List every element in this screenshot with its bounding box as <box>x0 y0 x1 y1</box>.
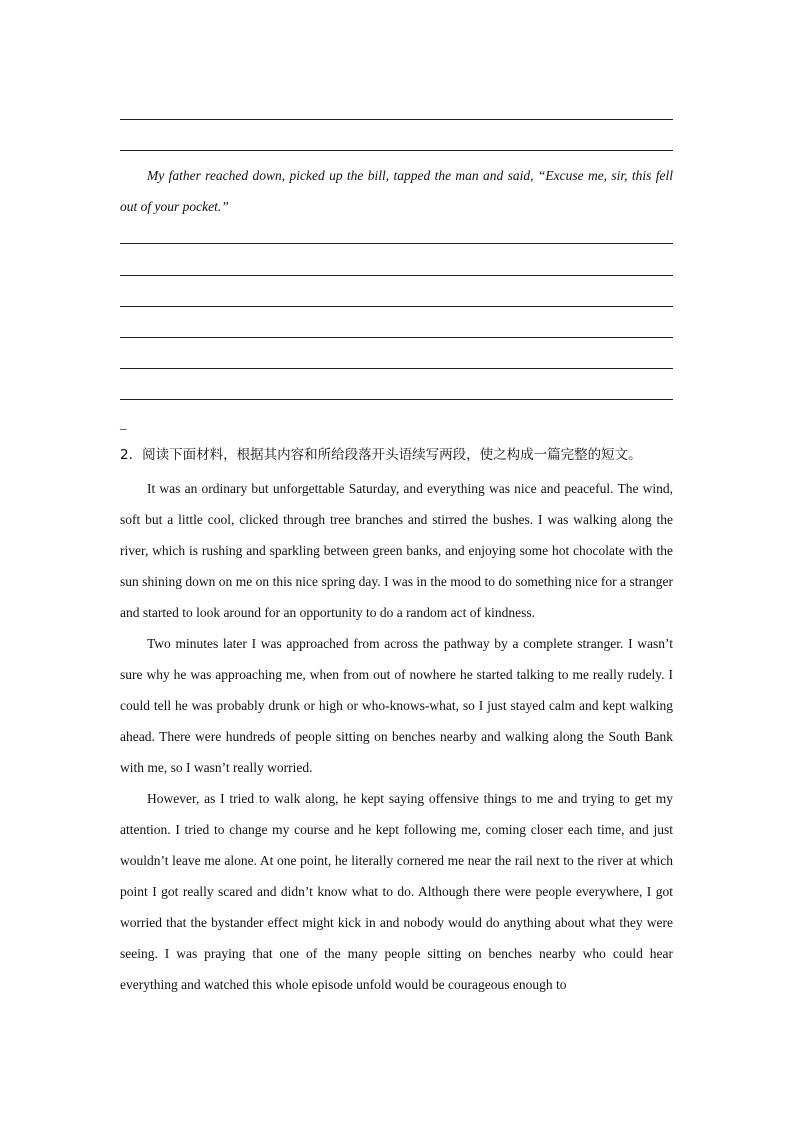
task-heading <box>120 441 680 469</box>
paragraph-opening-prompt: My father reached down, picked up the bill, tapped the man and said, “Excuse me, sir, this fell out of your pocket.” <box>120 168 673 214</box>
answer-line-5[interactable] <box>120 306 673 307</box>
answer-line-8[interactable] <box>120 399 673 400</box>
reading-passage <box>120 473 673 1000</box>
answer-line-6[interactable] <box>120 337 673 338</box>
passage-paragraph-1: It was an ordinary but unforgettable Saturday, and everything was nice and peaceful. The wind, soft but a little cool, clicked through tree branches and stirred the bushes. I was walking along the river, which is rushing and sparkling between green banks, and enjoying some hot chocolate with the sun shining down on me on this nice spring day. I was in the mood to do something nice for a stranger and started to look around for an opportunity to do a random act of kindness. <box>120 481 673 620</box>
passage-paragraph-3: However, as I tried to walk along, he kept saying offensive things to me and trying to get my attention. I tried to change my course and he kept following me, coming closer each time, and just wouldn’t leave me alone. At one point, he literally cornered me near the rail next to the river at which point I got really scared and didn’t know what to do. Although there were people everywhere, I got worried that the bystander effect might kick in and nobody would do anything about what they were seeing. I was praying that one of the many people sitting on benches nearby who could hear everything and watched this whole episode unfold would be courageous enough to <box>120 791 673 992</box>
task-instruction: 阅读下面材料，根据其内容和所给段落开头语续写两段，使之构成一篇完整的短文。 <box>142 447 642 463</box>
answer-line-3[interactable] <box>120 243 673 244</box>
answer-line-7[interactable] <box>120 368 673 369</box>
answer-line-1[interactable] <box>120 119 673 120</box>
task-number: 2． <box>120 447 143 463</box>
passage-paragraph-2: Two minutes later I was approached from across the pathway by a complete stranger. I wasn’t sure why he was approaching me, when from out of nowhere he started talking to me really rudely. I could tell he was probably drunk or high or who-knows-what, so I just stayed calm and kept walking ahead. There were hundreds of people sitting on benches nearby and walking along the South Bank with me, so I wasn’t really worried. <box>120 636 673 775</box>
stray-underscore: _ <box>120 416 127 431</box>
answer-line-4[interactable] <box>120 275 673 276</box>
answer-line-2[interactable] <box>120 150 673 151</box>
